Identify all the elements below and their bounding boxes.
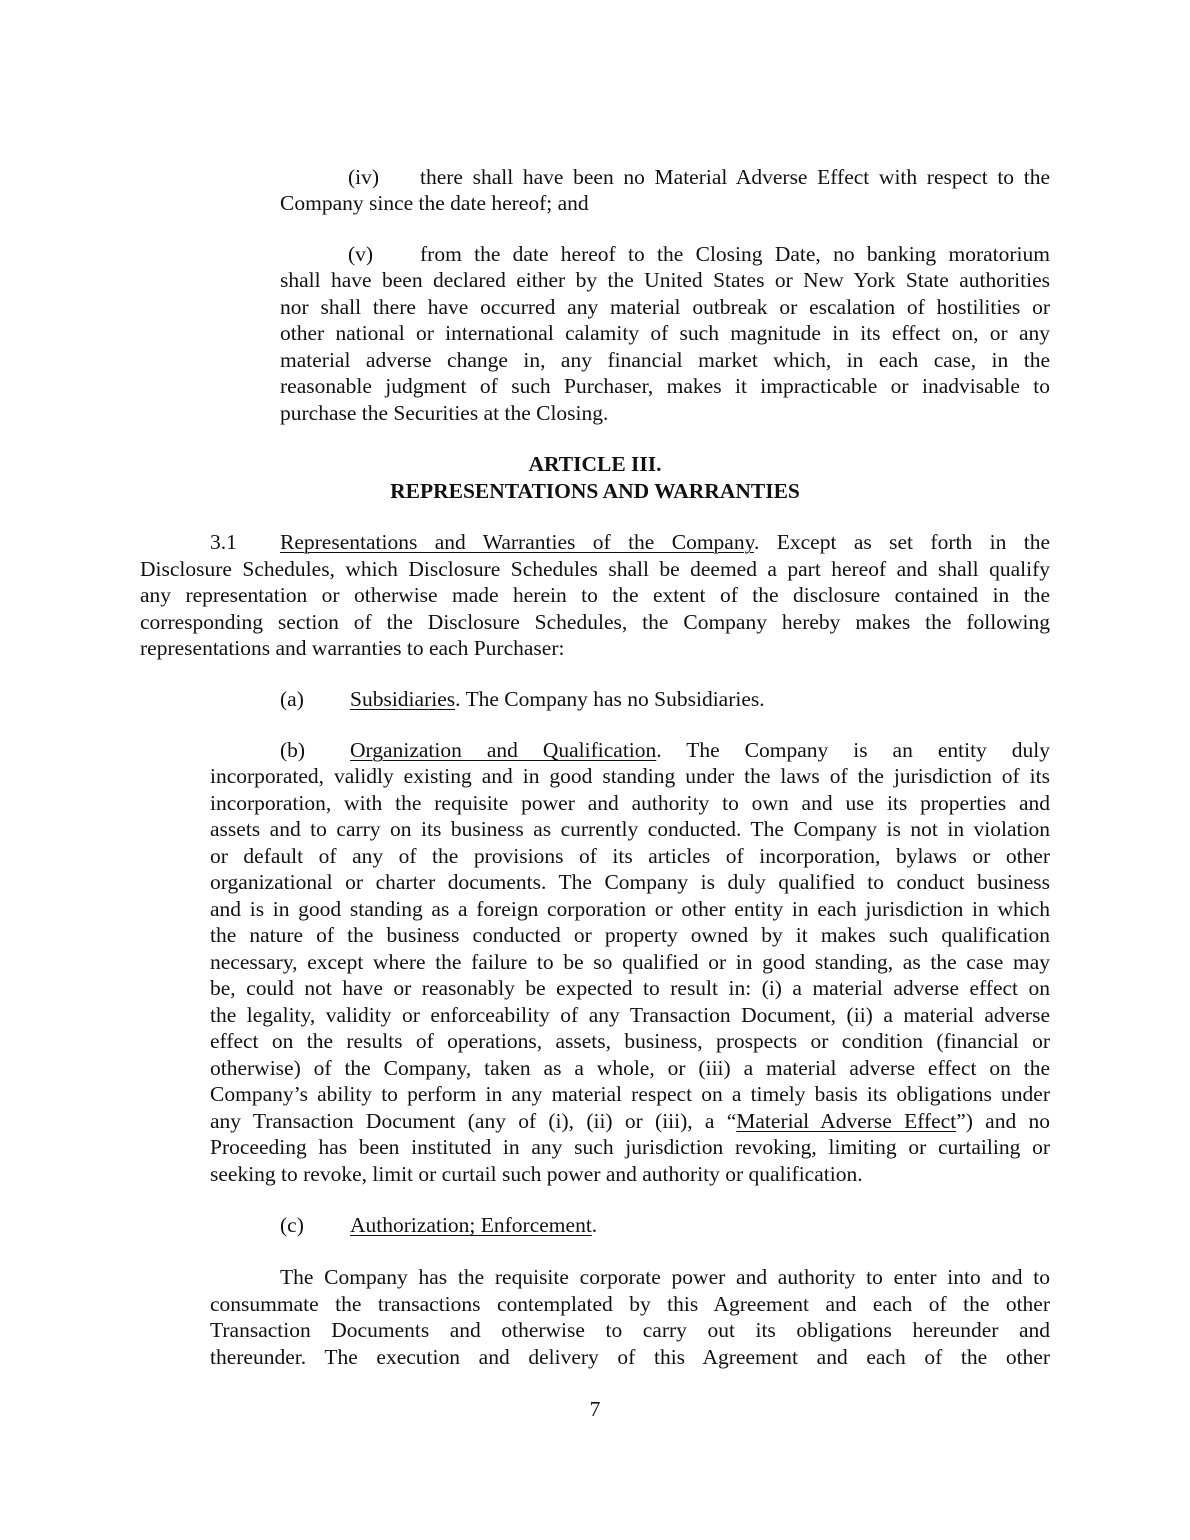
subsection-b-line: otherwise) of the Company, taken as a whole, or (iii) a material adverse effect on the xyxy=(210,1056,1050,1080)
section-3-1-line: Disclosure Schedules, which Disclosure Schedules shall be deemed a part hereof and shall qualify xyxy=(140,557,1050,581)
subsection-b-line: organizational or charter documents. The Company is duly qualified to conduct business xyxy=(210,870,1050,894)
subsection-b-line: Company’s ability to perform in any material respect on a timely basis its obligations under xyxy=(210,1082,1050,1106)
section-3-1-line: corresponding section of the Disclosure Schedules, the Company hereby makes the following xyxy=(140,610,1050,634)
subsection-b-line: effect on the results of operations, assets, business, prospects or condition (financial or xyxy=(210,1029,1050,1053)
subsection-b-heading-trail: . The Company is an entity duly xyxy=(656,738,1050,762)
page-number: 7 xyxy=(589,1397,601,1421)
section-3-1-line: any representation or otherwise made herein to the extent of the disclosure contained in the xyxy=(140,583,1050,607)
subsection-b-heading: Organization and Qualification xyxy=(350,738,657,762)
subsection-a-heading: Subsidiaries xyxy=(350,687,456,711)
subsection-c-line: consummate the transactions contemplated by this Agreement and each of the other xyxy=(210,1292,1050,1316)
subsection-c-heading-line xyxy=(350,1212,1050,1239)
subsection-b-line: incorporated, validly existing and in good standing under the laws of the jurisdiction of its xyxy=(210,764,1050,788)
section-heading-trail: . Except as set forth in the xyxy=(753,530,1050,554)
subsection-c-line: thereunder. The execution and delivery of this Agreement and each of the other xyxy=(210,1345,1050,1369)
subsection-c-label: (c) xyxy=(280,1213,304,1237)
defined-term-material-adverse-effect: Material Adverse Effect xyxy=(736,1109,957,1133)
subsection-b-line: seeking to revoke, limit or curtail such power and authority or qualification. xyxy=(210,1162,863,1186)
mae-line-pre: any Transaction Document (any of (i), (ii) or (iii), a “ xyxy=(210,1109,737,1133)
clause-v-line: other national or international calamity of such magnitude in its effect on, or any xyxy=(280,321,1050,345)
clause-iv-line: Company since the date hereof; and xyxy=(280,191,589,215)
subsection-b-line: and is in good standing as a foreign corporation or other entity in each jurisdiction in which xyxy=(210,897,1050,921)
clause-v-line: from the date hereof to the Closing Date, no banking moratorium xyxy=(420,242,1050,266)
section-heading: Representations and Warranties of the Company xyxy=(280,530,754,554)
subsection-b-line: the nature of the business conducted or property owned by it makes such qualification xyxy=(210,923,1050,947)
subsection-b-line: necessary, except where the failure to be so qualified or in good standing, as the case may xyxy=(210,950,1050,974)
subsection-b-line: assets and to carry on its business as currently conducted. The Company is not in violation xyxy=(210,817,1050,841)
article-title: REPRESENTATIONS AND WARRANTIES xyxy=(390,479,800,503)
subsection-b-mae-line xyxy=(210,1108,1050,1135)
subsection-b-line: be, could not have or reasonably be expected to result in: (i) a material adverse effect on xyxy=(210,976,1050,1000)
section-number: 3.1 xyxy=(210,530,237,554)
subsection-a-text: . The Company has no Subsidiaries. xyxy=(455,687,765,711)
subsection-b-line: or default of any of the provisions of its articles of incorporation, bylaws or other xyxy=(210,844,1050,868)
subsection-b-line: the legality, validity or enforceability of any Transaction Document, (ii) a material adverse xyxy=(210,1003,1050,1027)
article-number: ARTICLE III. xyxy=(528,452,662,476)
subsection-b-label: (b) xyxy=(280,738,306,762)
subsection-c-heading-trail: . xyxy=(591,1213,598,1237)
section-3-1-line: representations and warranties to each Purchaser: xyxy=(140,636,565,660)
mae-line-post: ”) and no xyxy=(956,1109,1050,1133)
subsection-b-line: incorporation, with the requisite power and authority to own and use its properties and xyxy=(210,791,1050,815)
subsection-c-line: Transaction Documents and otherwise to carry out its obligations hereunder and xyxy=(210,1318,1050,1342)
subsection-c-heading: Authorization; Enforcement xyxy=(350,1213,592,1237)
subsection-a-label: (a) xyxy=(280,687,304,711)
clause-iv-label: (iv) xyxy=(348,165,380,189)
subsection-a-line xyxy=(350,686,1050,713)
section-3-1-first-line xyxy=(280,529,1050,556)
clause-v-line: purchase the Securities at the Closing. xyxy=(280,401,609,425)
clause-v-line: material adverse change in, any financial market which, in each case, in the xyxy=(280,348,1050,372)
clause-v-line: nor shall there have occurred any material outbreak or escalation of hostilities or xyxy=(280,295,1050,319)
clause-iv-line: there shall have been no Material Adverse Effect with respect to the xyxy=(420,165,1050,189)
clause-v-line: shall have been declared either by the United States or New York State authorities xyxy=(280,268,1050,292)
subsection-b-first-line xyxy=(350,737,1050,764)
subsection-b-line: Proceeding has been instituted in any such jurisdiction revoking, limiting or curtailing or xyxy=(210,1135,1050,1159)
subsection-c-line: The Company has the requisite corporate power and authority to enter into and to xyxy=(280,1265,1050,1289)
clause-v-label: (v) xyxy=(348,242,374,266)
clause-v-line: reasonable judgment of such Purchaser, makes it impracticable or inadvisable to xyxy=(280,374,1050,398)
